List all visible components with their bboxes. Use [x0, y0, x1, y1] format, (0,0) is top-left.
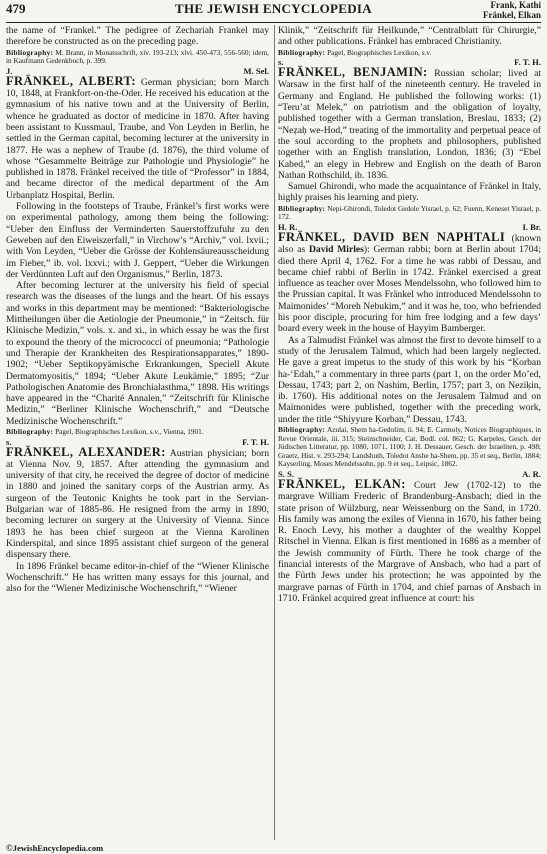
entry-david	[278, 229, 541, 335]
signature-author: F. T. H.	[514, 57, 541, 68]
bibliography-label: Bibliography:	[278, 47, 326, 57]
entry-paragraph: Following in the footsteps of Traube, Fränkel’s first works were on experimental pathology, among them being the following: “Ueber den Einfluss der Verminderten Sauerstoffzufuhr zu den Geweben auf den Eiweiszerfall,” in Virchow’s “Archiv,” vol. lxvii.; with Von Leyden, “Ueber die Grösse der Kohlensäureausscheidung im Fieber,” ib. vol. lxxvi.; with J. Geppert, “Ueber die Wirkungen der Verdünnten Luft auf den Organismus,” Berlin, 1873.	[6, 201, 269, 280]
entry-text: ): German rabbi; born at Berlin about 1704; died there April 4, 1762. For a time he was rabbi of Dessau, and became chief rabbi of Berlin in 1742. Fränkel exercised a great influence as teacher over Moses Mendelssohn, who followed him to the Prussian capital. It was Fränkel who introduced Mendelssohn to Maimonides’ “Moreh Nebukim,” and it was he, too, who befriended his poor disciple, procuring for him free lodging and a few days’ board every week in the house of Ḥayyim Bamberger.	[278, 244, 541, 335]
entry-heading: FRÄNKEL, ALEXANDER:	[6, 444, 166, 459]
intro-paragraph: the name of “Frankel.” The pedigree of Zechariah Frankel may therefore be constructed as on the preceding page.	[6, 25, 269, 48]
signature-class: H. R.	[278, 221, 298, 232]
bibliography-label: Bibliography:	[6, 47, 54, 57]
bibliography-label: Bibliography:	[278, 203, 326, 213]
running-head-line-2: Fränkel, Elkan	[482, 10, 541, 20]
page-header	[6, 0, 541, 23]
entry-text: Russian scholar; lived at Warsaw in the first half of the nineteenth century. He traveled in Germany and England. He published the following works: (1) “Teru’at Melek,” on patriotism and the obligation of loyalty, published together with a German translation, Breslau, 1833; (2) “Neẓaḥ we-Hod,” treating of the immortality and perpetual peace of the soul according to the prophets and philosophers, published together with an English translation, London, 1836; (3) “Ebel Kabed,” an elegy in Hebrew and English on the death of Baron Nathan Rothschild, ib. 1836.	[278, 68, 541, 181]
bibliography-label: Bibliography:	[278, 424, 326, 434]
right-column	[278, 25, 541, 604]
entry-text: (known also as	[278, 232, 541, 256]
signature-class: s.	[278, 57, 284, 68]
bibliography-label: Bibliography:	[6, 426, 54, 436]
entry-heading: FRÄNKEL, BENJAMIN:	[278, 65, 428, 80]
signature-class: S. S.	[278, 468, 295, 479]
entry-alexander	[6, 444, 269, 561]
running-head-line-1: Frank, Kathi	[490, 0, 541, 10]
signature-author: F. T. H.	[242, 436, 269, 447]
bibliography	[278, 426, 541, 469]
bibliography-text: Pagel, Biographisches Lexikon, s.v.	[325, 47, 432, 57]
entry-elkan	[278, 476, 541, 604]
column-divider	[274, 25, 275, 840]
signature-author: A. R.	[522, 468, 541, 479]
entry-paragraph: After becoming lecturer at the university his field of special research was the diseases of the lungs and the heart. Of his essays and works in this department may be mentioned: “Bakteriologische Mittheilungen über die Aetiologie der Pneumonie,” in “Zeitsch. für Klinische Medizin,” vols. x. and xi., in which essay he was the first to expound the theory of the micrococci of pneumonia; “Pathologie und Therapie der Krankheiten des Respirationsapparates,” 1890-1902; “Ueber Septikopyämische Erkrankungen, Speciell Akute Dermatomyositis,” 1894; “Ueber Akute Leukämie,” 1895; “Zur Pathologischen Anatomie des Bronchialasthma,” 1898. His writings have appeared in the “Charité Annalen,” “Zeitschrift für Klinische Medizin,” “Berliner Klinische Wochenschrift,” and “Deutsche Medizinische Wochenschrift.”	[6, 280, 269, 427]
entry-text: Court Jew (1702-12) to the margrave William Frederic of Brandenburg-Ansbach; died in the state prison of Wülzburg, near Weissenburg on the Sand, in 1720. His family was among the exiles of Vienna in 1670, his father being R. Enoch Levy, his mother a daughter of the wealthy Koppel Ritschel in Vienna. Elkan is first mentioned in 1686 as a member of the Jewish community of Fürth. There he took charge of the financial interests of the Margrave of Ansbach, who had a part of the Fürth Jews under his protection; he was appointed by the margrave parnas of Fürth in 1704, and chief parnas of Ansbach in 1710. Fränkel acquired great influence at court: his	[278, 479, 541, 604]
footer-credit	[6, 843, 103, 853]
continued-paragraph: Klinik,” “Zeitschrift für Heilkunde,” “Centralblatt für Chirurgie,” and other publications. Fränkel has embraced Christianity.	[278, 25, 541, 48]
page-number: 479	[6, 1, 26, 16]
signature-author: M. Sel.	[243, 65, 269, 76]
entry-benjamin	[278, 67, 541, 181]
bibliography-text: M. Brann, in Monatsschrift, xiv. 193-213; xlvi. 450-473, 556-560; idem, in Kaufmann Gedenkbuch, p. 399.	[6, 47, 269, 66]
bibliography	[6, 428, 269, 437]
entry-albert	[6, 73, 269, 201]
entry-text: German physician; born March 10, 1848, at Frankfort-on-the-Oder. He received his education at the gymnasium of his native town and at the University of Berlin, whence he graduated as doctor of medicine in 1870. After having been assistant to Kussmaul, Traube, and Von Leyden in Berlin, he settled in the German capital, becoming lecturer at the university in 1877. He was a nephew of Traube (d. 1876), the third volume of whose “Gesammelte Beiträge zur Pathologie und Physiologie” he published in 1878. Fränkel received the title of “Professor” in 1884, and became director of the medical department of the Am Urbanplatz Hospital, Berlin.	[6, 76, 269, 201]
entry-heading: FRÄNKEL, ALBERT:	[6, 73, 136, 88]
entry-paragraph: As a Talmudist Fränkel was almost the first to devote himself to a study of the Jerusalem Talmud, which had been largely neglected. He gave a great impetus to the study of this work by his “Ḳorban ha-‘Edah,” a commentary in three parts (part 1, on the order Mo’ed, Dessau, 1743; part 2, on Nashim, Berlin, 1757; part 3, on Neziḳin, ib. 1760). His additional notes on the Jerusalem Talmud and on Maimonides were published, together with the preceding work, under the title “Shiyyure Ḳorban,” Dessau, 1743.	[278, 334, 541, 425]
running-head	[483, 0, 541, 20]
bibliography	[278, 205, 541, 222]
signature-author: I. Br.	[522, 221, 541, 232]
entry-alias: David Mirles	[308, 244, 364, 256]
bibliography-text: Azulai, Shem ha-Gedolim, ii. 94; E. Carmoly, Notices Biographiques, in Revue Orientale, iii. 315; Steinschneider, Cat. Bodl. col. 862; G. Karpeles, Gesch. der Jüdischen Litteratur, pp. 1080, 1071, 1100; J. H. Dessauer, Gesch. der Israeliten, p. 498; Graetz, Hist. v. 293-294; Landshuth, Toledot Anshe ha-Shem, pp. 35 et seq., Berlin, 1884; Kayserling, Moses Mendelssohn, pp. 9 et seq., Leipsic, 1862.	[278, 424, 541, 469]
site-name: JewishEncyclopedia.com	[12, 843, 104, 853]
bibliography	[6, 49, 269, 66]
entry-heading: FRÄNKEL, DAVID BEN NAPHTALI	[278, 229, 506, 244]
article-columns	[6, 25, 541, 840]
bibliography-text: Pagel, Biographisches Lexikon, s.v., Vienna, 1901.	[53, 426, 204, 436]
left-column	[6, 25, 269, 594]
entry-heading: FRÄNKEL, ELKAN:	[278, 476, 406, 491]
entry-paragraph: In 1896 Fränkel became editor-in-chief of the “Wiener Klinische Wochenschrift.” He has written many essays for this journal, and also for the “Wiener Medizinische Wochenschrift,” “Wiener	[6, 560, 269, 595]
signature-class: J.	[6, 65, 13, 76]
entry-text: Austrian physician; born at Vienna Nov. 9, 1857. After attending the gymnasium and university of that city, he received the degree of doctor of medicine in 1880 and joined the sanitary corps of the Austrian army. As surgeon of the Teutonic Knights he took part in the Servian-Bulgarian war of 1885-86. He resigned from the army in 1890, becoming lecturer on surgery at the University of Vienna. Since 1893 he has been chief surgeon at the Vienna Karolinen Kinderspital, and since 1895 assistant chief surgeon of the general dispensary there.	[6, 447, 269, 561]
copyright-symbol: ©	[6, 843, 13, 853]
bibliography	[278, 49, 541, 58]
entry-paragraph: Samuel Ghirondi, who made the acquaintance of Fränkel in Italy, highly praises his learning and piety.	[278, 181, 541, 204]
journal-title: THE JEWISH ENCYCLOPEDIA	[175, 1, 372, 16]
bibliography-text: Nepi-Ghirondi, Toledot Gedole Yisrael, p. 62; Fuenn, Keneset Yisrael, p. 172.	[278, 203, 541, 222]
signature-class: s.	[6, 436, 12, 447]
